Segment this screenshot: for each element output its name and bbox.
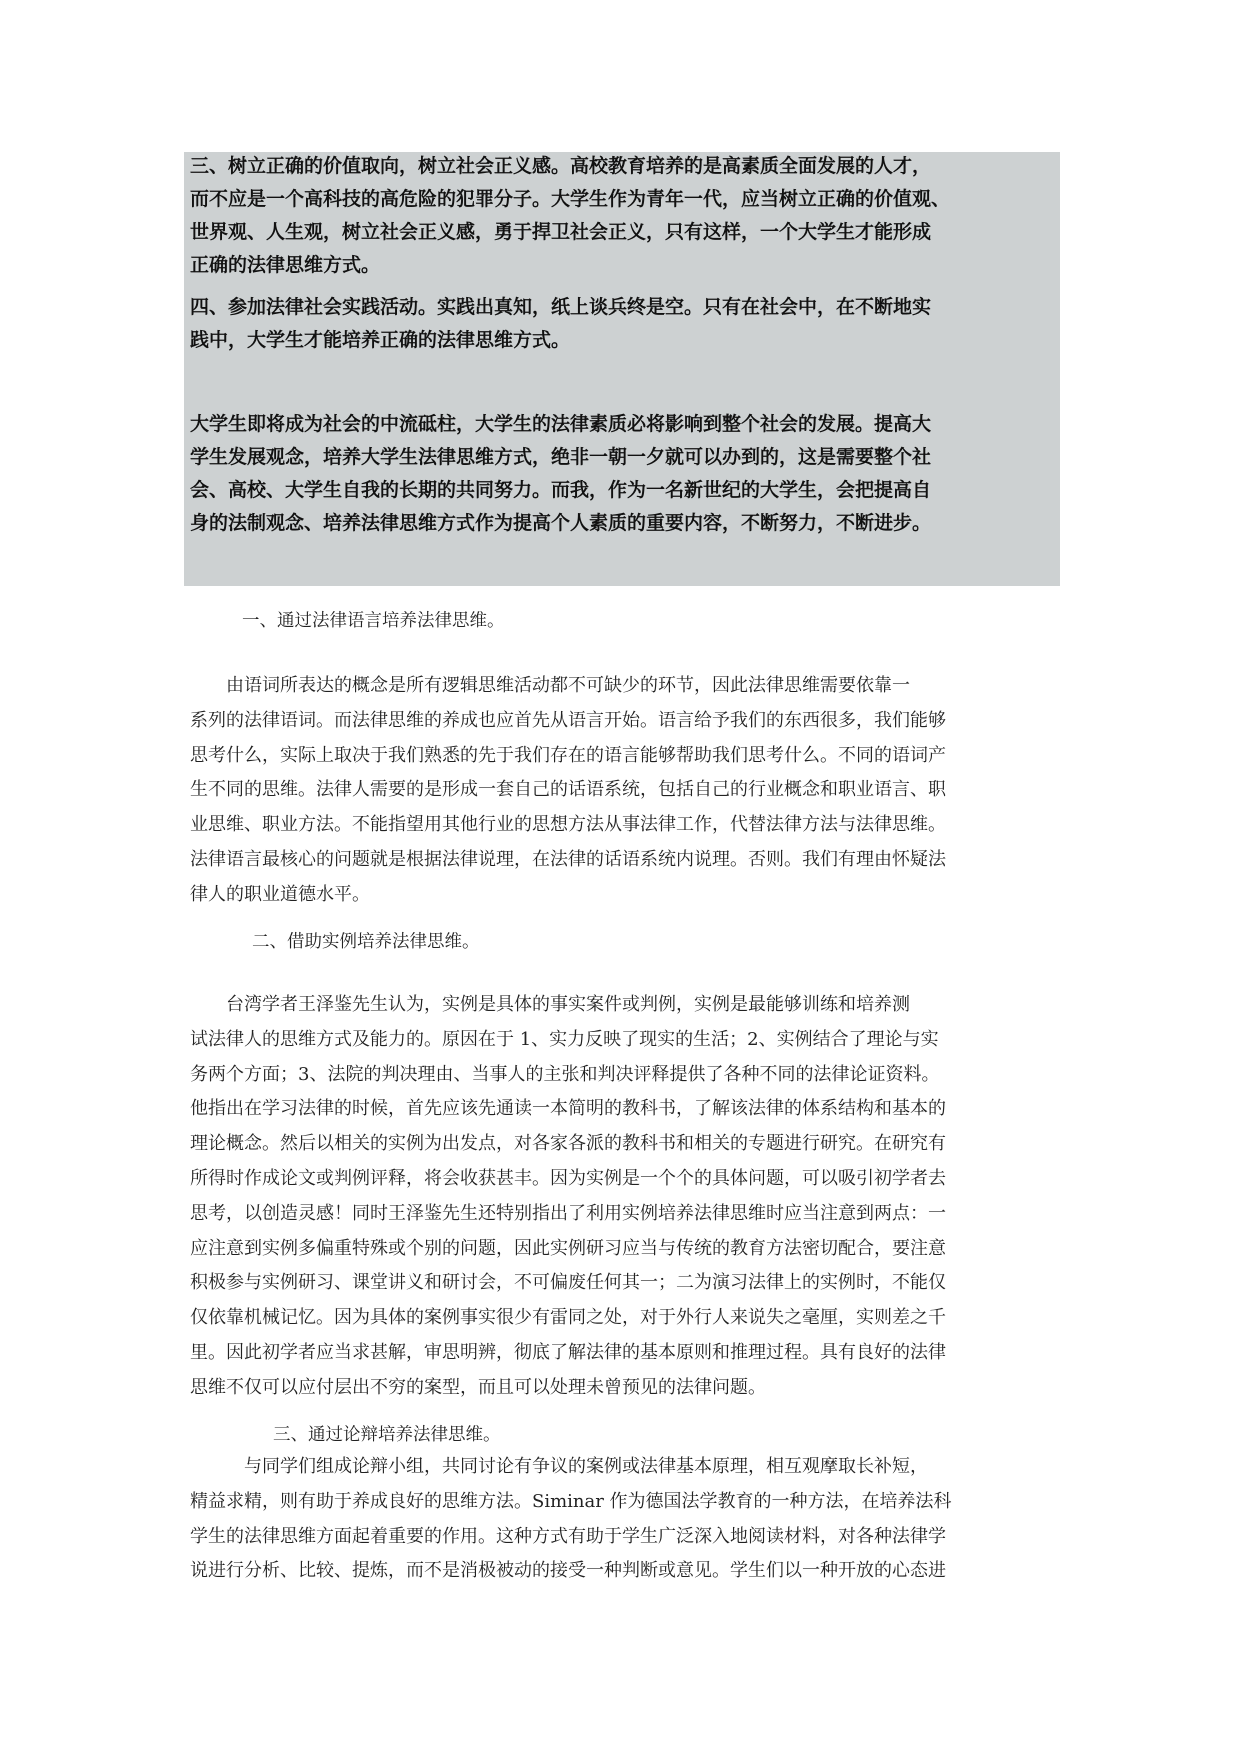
text-line: 系列的法律语词。而法律思维的养成也应首先从语言开始。语言给予我们的东西很多，我们能够 (190, 709, 946, 731)
text-line: 务两个方面；3、法院的判决理由、当事人的主张和判决评释提供了各种不同的法律论证资料。 (190, 1063, 940, 1085)
summary-paragraph-practice (190, 291, 1070, 357)
text-line: 三、树立正确的价值取向，树立社会正义感。高校教育培养的是高素质全面发展的人才， (190, 155, 932, 177)
text-line: 由语词所表达的概念是所有逻辑思维活动都不可缺少的环节，因此法律思维需要依靠一 (190, 675, 910, 696)
section-heading-legal-language: 一、通过法律语言培养法律思维。 (242, 611, 505, 631)
text-line: 四、参加法律社会实践活动。实践出真知，纸上谈兵终是空。只有在社会中，在不断地实 (190, 296, 932, 318)
text-line: 学生发展观念，培养大学生法律思维方式，绝非一朝一夕就可以办到的，这是需要整个社 (190, 446, 932, 468)
text-line: 精益求精，则有助于养成良好的思维方法。Siminar 作为德国法学教育的一种方法，在培养法科 (190, 1490, 952, 1512)
section-heading-debate: 三、通过论辩培养法律思维。 (273, 1425, 501, 1445)
text-line: 积极参与实例研习、课堂讲义和研讨会，不可偏废任何其一；二为演习法律上的实例时，不能仅 (190, 1272, 946, 1294)
text-line: 业思维、职业方法。不能指望用其他行业的思想方法从事法律工作，代替法律方法与法律思维。 (190, 814, 946, 836)
text-line: 生不同的思维。法律人需要的是形成一套自己的话语系统，包括自己的行业概念和职业语言、职 (190, 779, 946, 801)
text-line: 身的法制观念、培养法律思维方式作为提高个人素质的重要内容，不断努力，不断进步。 (190, 512, 932, 534)
text-line: 而不应是一个高科技的高危险的犯罪分子。大学生作为青年一代，应当树立正确的价值观、 (190, 188, 951, 210)
text-line: 践中，大学生才能培养正确的法律思维方式。 (190, 329, 571, 351)
text-line: 说进行分析、比较、提炼，而不是消极被动的接受一种判断或意见。学生们以一种开放的心态进 (190, 1560, 946, 1582)
section-body-debate (190, 1450, 1070, 1589)
text-line: 律人的职业道德水平。 (190, 883, 370, 905)
text-line: 台湾学者王泽鉴先生认为，实例是具体的事实案件或判例，实例是最能够训练和培养测 (190, 994, 910, 1015)
text-line: 理论概念。然后以相关的实例为出发点，对各家各派的教科书和相关的专题进行研究。在研究有 (190, 1133, 946, 1155)
summary-paragraph-values (190, 150, 1070, 282)
text-line: 大学生即将成为社会的中流砥柱，大学生的法律素质必将影响到整个社会的发展。提高大 (190, 413, 932, 435)
text-line: 应注意到实例多偏重特殊或个别的问题，因此实例研习应当与传统的教育方法密切配合，要注意 (190, 1237, 946, 1259)
section-heading-case-examples: 二、借助实例培养法律思维。 (252, 932, 480, 952)
text-line: 思考，以创造灵感！同时王泽鉴先生还特别指出了利用实例培养法律思维时应当注意到两点：一 (190, 1202, 946, 1224)
text-line: 试法律人的思维方式及能力的。原因在于 1、实力反映了现实的生活；2、实例结合了理论与实 (190, 1028, 939, 1050)
text-line: 思维不仅可以应付层出不穷的案型，而且可以处理未曾预见的法律问题。 (190, 1376, 766, 1398)
text-line: 法律语言最核心的问题就是根据法律说理，在法律的话语系统内说理。否则。我们有理由怀疑法 (190, 848, 946, 870)
text-line: 里。因此初学者应当求甚解，审思明辨，彻底了解法律的基本原则和推理过程。具有良好的法律 (190, 1341, 946, 1363)
section-body-case-examples (190, 988, 1070, 1406)
text-line: 他指出在学习法律的时候，首先应该先通读一本简明的教科书，了解该法律的体系结构和基本的 (190, 1098, 946, 1120)
summary-paragraph-conclusion (190, 408, 1070, 540)
text-line: 会、高校、大学生自我的长期的共同努力。而我，作为一名新世纪的大学生，会把提高自 (190, 479, 932, 501)
text-line: 所得时作成论文或判例评释，将会收获甚丰。因为实例是一个个的具体问题，可以吸引初学者去 (190, 1167, 946, 1189)
text-line: 世界观、人生观，树立社会正义感，勇于捍卫社会正义，只有这样，一个大学生才能形成 (190, 221, 932, 243)
text-line: 学生的法律思维方面起着重要的作用。这种方式有助于学生广泛深入地阅读材料，对各种法律学 (190, 1525, 946, 1547)
text-line: 思考什么，实际上取决于我们熟悉的先于我们存在的语言能够帮助我们思考什么。不同的语词产 (190, 744, 946, 766)
text-line: 与同学们组成论辩小组，共同讨论有争议的案例或法律基本原理，相互观摩取长补短， (190, 1456, 928, 1477)
text-line: 仅依靠机械记忆。因为具体的案例事实很少有雷同之处，对于外行人来说失之毫厘，实则差之千 (190, 1307, 946, 1329)
section-body-legal-language (190, 669, 1070, 913)
text-line: 正确的法律思维方式。 (190, 254, 381, 276)
